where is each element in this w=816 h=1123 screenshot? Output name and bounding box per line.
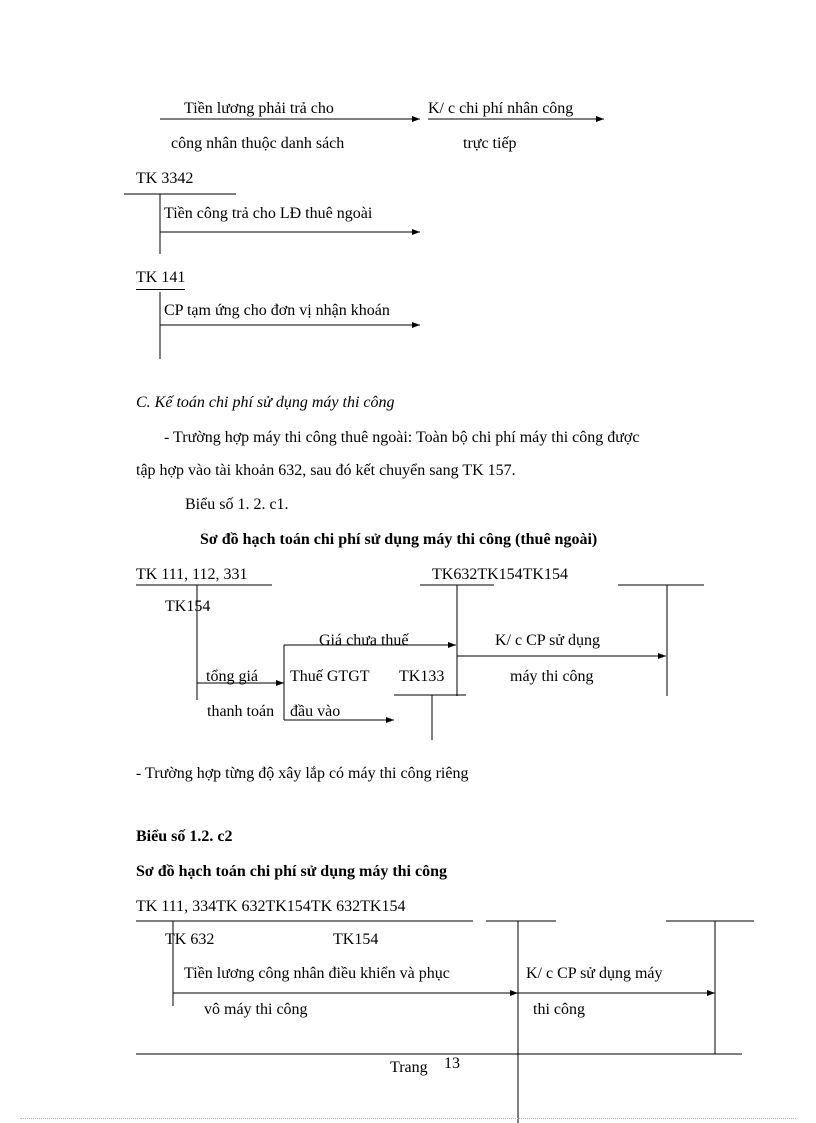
operator-wages-label: Tiền lương công nhân điều khiển và phục bbox=[184, 965, 450, 982]
tk111-334-label: TK 111, 334TK 632TK154TK 632TK154 bbox=[136, 898, 406, 915]
tk154-sub-label: TK154 bbox=[165, 598, 211, 615]
diagram-title-c1: Sơ đồ hạch toán chi phí sử dụng máy thi công (thuê ngoài) bbox=[200, 531, 598, 548]
operator-wages-label-line2: vô máy thi công bbox=[204, 1001, 308, 1018]
tk133-label: TK133 bbox=[399, 668, 445, 685]
page-bottom-border bbox=[20, 1118, 796, 1119]
paragraph-line-1: - Trường hợp máy thi công thuê ngoài: Toàn bộ chi phí máy thi công được bbox=[164, 429, 640, 446]
transfer-direct-labor-label: K/ c chi phí nhân công bbox=[428, 100, 574, 117]
tk632-154-label: TK632TK154TK154 bbox=[432, 566, 568, 583]
total-price-label: tổng giá bbox=[206, 668, 258, 685]
diagram-title-c2: Sơ đồ hạch toán chi phí sử dụng máy thi công bbox=[136, 863, 447, 880]
tk154-c-label: TK154 bbox=[333, 931, 379, 948]
tk632-c-label: TK 632 bbox=[165, 931, 215, 948]
payment-label: thanh toán bbox=[207, 703, 275, 720]
footer-page-label: Trang bbox=[390, 1059, 428, 1076]
tk3342-label: TK 3342 bbox=[136, 170, 194, 187]
advance-contractor-label: CP tạm ứng cho đơn vị nhận khoán bbox=[164, 302, 390, 319]
transfer-direct-labor-label-line2: trực tiếp bbox=[463, 135, 517, 152]
transfer-machine-cost-label-line2: máy thi công bbox=[510, 668, 594, 685]
input-vat-label: đầu vào bbox=[290, 703, 341, 720]
vat-label: Thuế GTGT bbox=[290, 668, 370, 685]
case-note: - Trường hợp từng độ xây lắp có máy thi công riêng bbox=[136, 765, 469, 782]
section-heading: C. Kế toán chi phí sử dụng máy thi công bbox=[136, 394, 395, 411]
outsourced-labor-label: Tiền công trả cho LĐ thuê ngoài bbox=[164, 205, 373, 222]
wage-payable-label-line2: công nhân thuộc danh sách bbox=[171, 135, 345, 152]
tk141-label: TK 141 bbox=[136, 268, 185, 290]
price-before-tax-label: Giá chưa thuế bbox=[319, 632, 409, 649]
footer-page-number: 13 bbox=[444, 1055, 460, 1072]
paragraph-line-2: tập hợp vào tài khoản 632, sau đó kết chuyển sang TK 157. bbox=[136, 462, 516, 479]
wage-payable-label: Tiền lương phải trả cho bbox=[184, 100, 334, 117]
bieu-so-c2: Biểu số 1.2. c2 bbox=[136, 828, 233, 845]
transfer-machine-cost-c-label-line2: thi công bbox=[533, 1001, 585, 1018]
bieu-so-c1: Biểu số 1. 2. c1. bbox=[185, 496, 289, 513]
transfer-machine-cost-label: K/ c CP sử dụng bbox=[495, 632, 600, 649]
transfer-machine-cost-c-label: K/ c CP sử dụng máy bbox=[526, 965, 663, 982]
tk111-112-331-label: TK 111, 112, 331 bbox=[136, 566, 248, 583]
